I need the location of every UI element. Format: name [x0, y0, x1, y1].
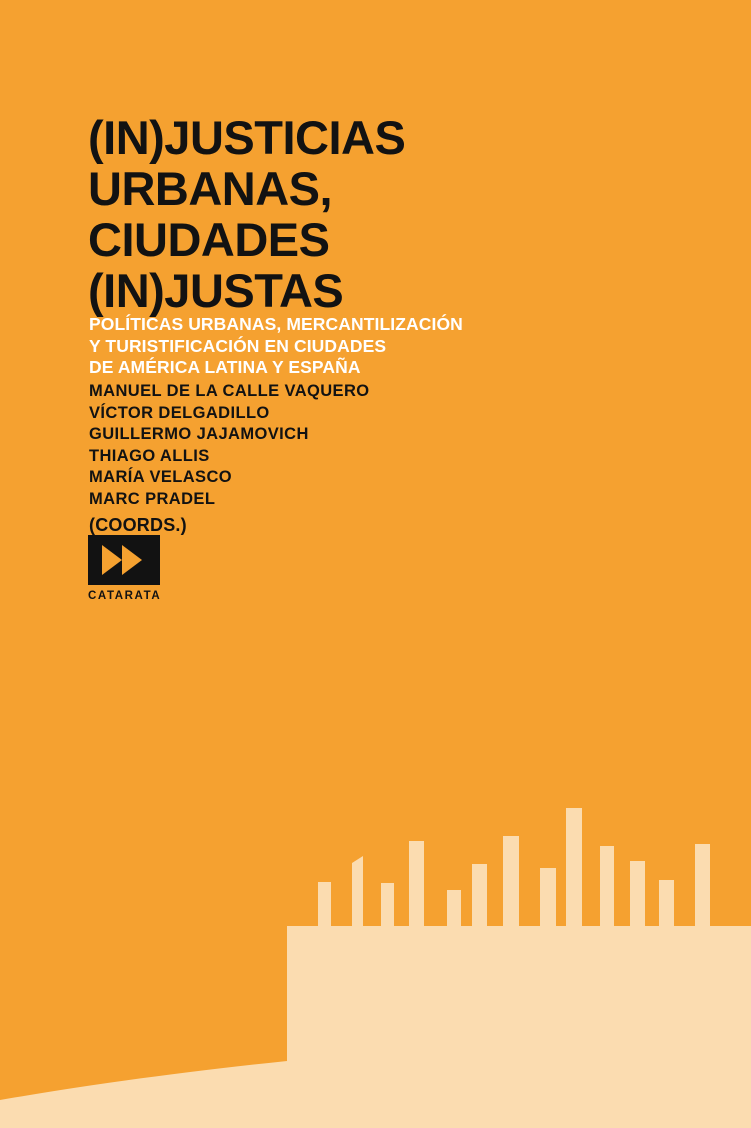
author-name: MARC PRADEL: [89, 489, 216, 508]
subtitle-line-3: DE AMÉRICA LATINA Y ESPAÑA: [89, 357, 361, 377]
city-skyline-silhouette-icon: [0, 668, 751, 1128]
title-line-3: CIUDADES: [88, 213, 330, 266]
title-line-1: (IN)JUSTICIAS: [88, 111, 406, 164]
book-title: [88, 112, 688, 316]
author-name: THIAGO ALLIS: [89, 446, 210, 465]
author-list: [89, 381, 689, 537]
author-name: MANUEL DE LA CALLE VAQUERO: [89, 382, 370, 400]
catarata-arrow-logo-icon: [88, 535, 160, 585]
authors-role-label: (COORDS.): [89, 515, 187, 535]
author-name: VÍCTOR DELGADILLO: [89, 403, 270, 422]
publisher-logo: [88, 535, 160, 602]
title-line-2: URBANAS,: [88, 162, 333, 215]
author-name: GUILLERMO JAJAMOVICH: [89, 425, 309, 443]
book-subtitle: [89, 314, 689, 379]
subtitle-line-1: POLÍTICAS URBANAS, MERCANTILIZACIÓN: [89, 314, 463, 334]
title-line-4: (IN)JUSTAS: [88, 264, 344, 317]
subtitle-line-2: Y TURISTIFICACIÓN EN CIUDADES: [89, 335, 387, 356]
publisher-name: CATARATA: [88, 590, 162, 602]
author-name: MARÍA VELASCO: [89, 468, 233, 486]
